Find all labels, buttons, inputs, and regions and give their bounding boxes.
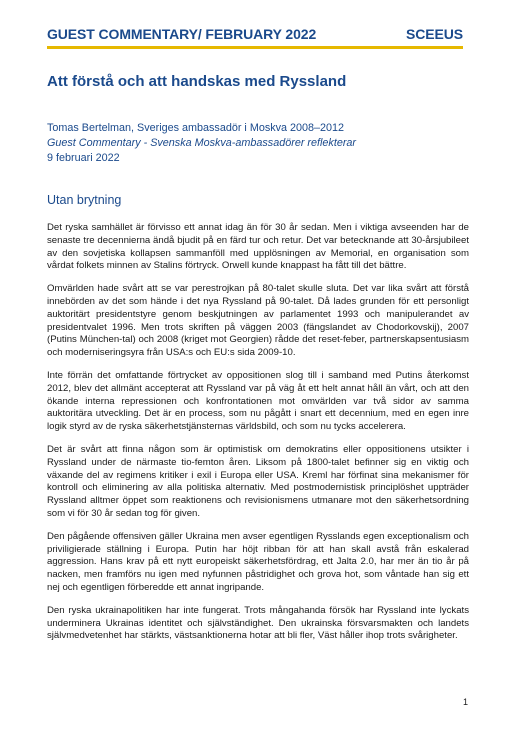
page-header: [47, 20, 463, 49]
header-title: GUEST COMMENTARY/ FEBRUARY 2022: [47, 26, 317, 42]
byline: [47, 121, 467, 166]
paragraph: Det är svårt att finna någon som är optimistisk om demokratins eller oppositionens utsikter i Ryssland under de närmaste tio-femton åren. Liksom på 1800-talet befinner sig en viktig och växande del av regimens kritiker i exil i Europa eller USA. Kreml har förfinat sina mekanismer för kontroll och eliminering av alla politiska alternativ. Med postmodernistisk principlöshet uppträder Ryssland alltmer öppet som reaktionens och revisionismens utmanare mot den säkerhetsordning som vi för 30 år sedan tog för given.: [47, 443, 469, 519]
paragraph: Inte förrän det omfattande förtrycket av oppositionen slog till i samband med Putins återkomst 2012, blev det allmänt accepterat att Ryssland var på väg åt ett helt annat håll än vårt, och att den ökande interna repressionen och konfrontationen mot omvärlden var två sidor av samma auktoritära utveckling. Det är en process, som nu pågått i snart ett decennium, med en egen inre logik styrd av de ryska säkerhetstjänsternas världsbild, och som nu tycks accelerera.: [47, 369, 469, 433]
document-title: Att förstå och att handskas med Ryssland: [47, 73, 347, 90]
section-heading: Utan brytning: [47, 193, 122, 207]
date-line: 9 februari 2022: [47, 152, 120, 164]
body-text: [47, 222, 469, 653]
paragraph: Det ryska samhället är förvisso ett annat idag än för 30 år sedan. Men i viktiga avseenden har de senaste tre decennierna ändå bjudit på en färd tur och retur. Det var betecknande att 30-årsjubileet av den sovjetiska kollapsen sammanföll med upplösningen av Memorial, en organisation som vårdat folkets minnen av Stalins förtryck. Orwell kunde knappast ha fått till det bättre.: [47, 222, 469, 272]
header-brand: SCEEUS: [406, 26, 463, 42]
paragraph: Den ryska ukrainapolitiken har inte fungerat. Trots mångahanda försök har Ryssland inte lyckats underminera Ukrainas identitet och självständighet. Den ukrainska försvarsmakten och landets självmedvetenhet har stärkts, västsanktionerna hotar att bli fler, Väst håller ihop trots svårigheter.: [47, 604, 469, 642]
series-line: Guest Commentary - Svenska Moskva-ambassadörer reflekterar: [47, 137, 357, 149]
page-number: 1: [462, 697, 468, 707]
author-line: Tomas Bertelman, Sveriges ambassadör i Moskva 2008–2012: [47, 122, 345, 134]
paragraph: Den pågående offensiven gäller Ukraina men avser egentligen Rysslands egen exceptionalism och priviligierade ställning i Europa. Putin har höjt ribban för att han skall avstå från eskalerad aggression. Hans krav på ett nytt europeiskt säkerhetsfördrag, ett Jalta 2.0, har mer än tio år på nacken, men framförs nu igen med nyfunnen påstridighet och grova hot, som våntade han sig ett nej och egentligen förberedde ett annat ingripande.: [47, 530, 469, 593]
paragraph: Omvärlden hade svårt att se var perestrojkan på 80-talet skulle sluta. Det var lika svårt att förstå innebörden av det som hände i det nya Ryssland på 90-talet. Då lades grunden för ett personligt auktoritärt presidentstyre genom beskjutningen av parlamentet 1993 och manipulerandet av presidentvalet 1996. Men trots skriften på väggen 2003 (fängslandet av Chodorkovskij), 2007 (Putins München-tal) och 2008 (kriget mot Georgien) rådde det reset-feber, partnerskapsentusiasm och moderniseringsyra från USA:s och EU:s sida 2009-10.: [47, 283, 469, 359]
